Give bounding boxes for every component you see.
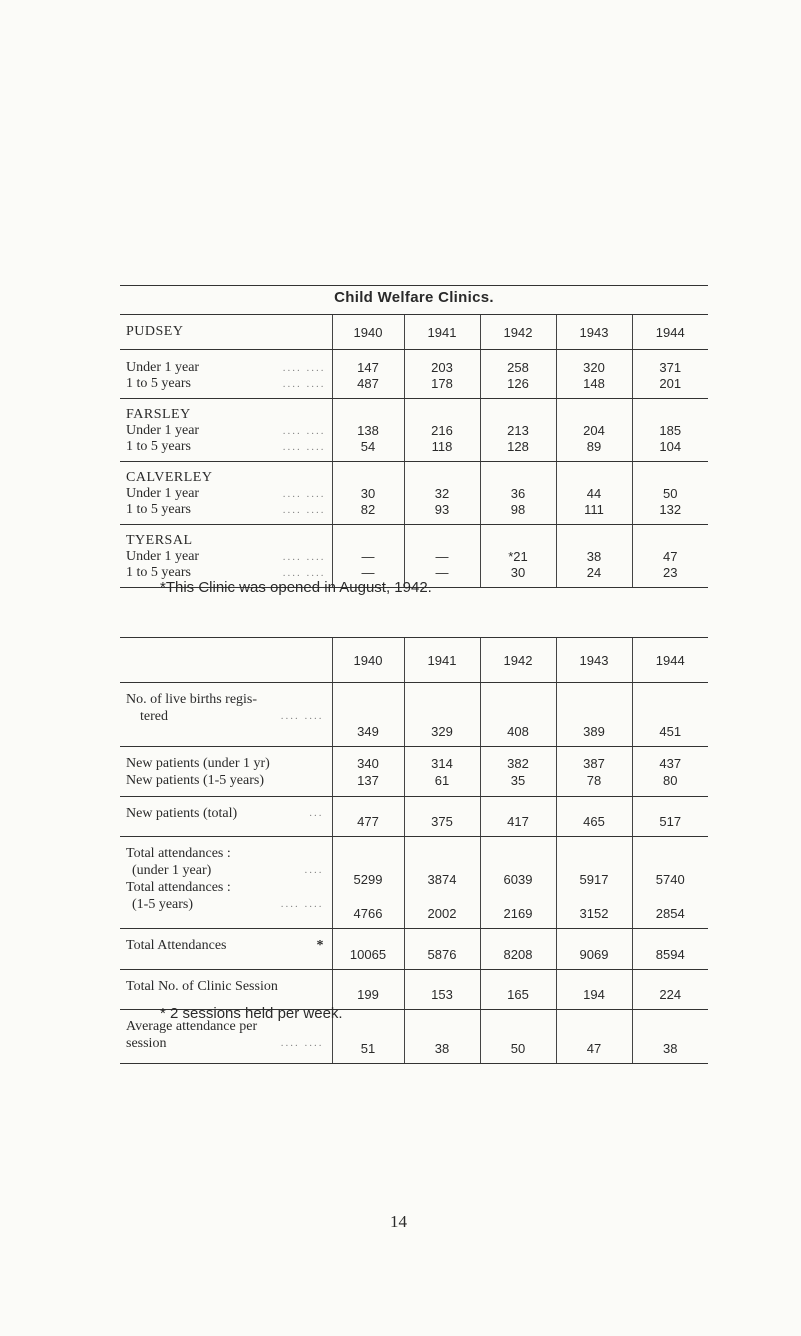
table-row: TYERSAL Under 1 year .... .... 1 to 5 years .... .... — — — — *21 30 38 24 47 23 xyxy=(120,525,708,588)
table-title: Child Welfare Clinics. xyxy=(120,285,708,314)
row-label: (under 1 year) xyxy=(132,863,212,878)
year-header: 1940 xyxy=(332,315,404,350)
cell-value: 50 xyxy=(480,1010,556,1064)
clinics-table xyxy=(120,285,708,588)
year-header: 1942 xyxy=(480,315,556,350)
blank-header xyxy=(120,638,332,683)
row-label: New patients (total) xyxy=(126,806,238,821)
year-header: 1942 xyxy=(480,638,556,683)
cell-value: 387 xyxy=(583,756,605,771)
cell-value: 47 xyxy=(663,549,678,564)
cell-value: 213 xyxy=(507,423,529,438)
cell-value: 5876 xyxy=(404,929,480,970)
cell-value: *21 xyxy=(508,549,528,564)
cell-value: — xyxy=(361,549,375,564)
cell-value: 2002 xyxy=(427,906,457,921)
table-row xyxy=(120,747,708,797)
row-label: Total Attendances xyxy=(126,938,227,953)
cell-value: 194 xyxy=(556,970,632,1010)
cell-value: 8208 xyxy=(480,929,556,970)
attendance-table xyxy=(120,637,708,1064)
group-name-header: PUDSEY xyxy=(120,315,332,350)
cell-value: 51 xyxy=(332,1010,404,1064)
table-row: New patients (total) ... 477 375 417 465 517 xyxy=(120,797,708,837)
cell-value: 5917 xyxy=(579,872,609,887)
row-label: Under 1 year xyxy=(126,423,200,438)
cell-value: 138 xyxy=(357,423,379,438)
cell-value: 371 xyxy=(659,360,682,375)
table-row: Total attendances : (under 1 year) .... Total attendances : (1-5 years) .... .... 5299 4766 3874 2002 6039 2169 5917 3152 5740 2854 xyxy=(120,837,708,929)
cell-value: 98 xyxy=(510,502,526,517)
table-row: Average attendance per session .... .... 51 38 50 47 38 xyxy=(120,1010,708,1064)
cell-value: 30 xyxy=(510,565,526,580)
cell-value: 32 xyxy=(434,486,450,501)
page-number: 14 xyxy=(390,1212,407,1231)
cell-value: 10065 xyxy=(332,929,404,970)
row-label: New patients (under 1 yr) xyxy=(126,756,270,771)
cell-value: 201 xyxy=(659,376,682,391)
cell-value: 38 xyxy=(404,1010,480,1064)
cell-value: 23 xyxy=(663,565,678,580)
cell-value: 111 xyxy=(584,502,604,517)
cell-value: 437 xyxy=(659,756,682,771)
cell-value: 178 xyxy=(431,376,453,391)
cell-value: 4766 xyxy=(353,906,383,921)
cell-value: 2169 xyxy=(503,906,533,921)
cell-value: 3152 xyxy=(579,906,609,921)
cell-value: 44 xyxy=(586,486,602,501)
cell-value: 93 xyxy=(434,502,450,517)
row-label: tered xyxy=(140,709,168,724)
cell-value: 451 xyxy=(632,683,708,747)
cell-value: 54 xyxy=(360,439,376,454)
row-label: New patients (1-5 years) xyxy=(126,773,265,788)
cell-value: 314 xyxy=(431,756,453,771)
cell-value: 9069 xyxy=(556,929,632,970)
cell-value: 30 xyxy=(360,486,376,501)
table-row: No. of live births regis- tered .... .... 349 329 408 389 451 xyxy=(120,683,708,747)
cell-value: 132 xyxy=(659,502,682,517)
row-label: Under 1 year xyxy=(126,549,200,564)
cell-value: 165 xyxy=(480,970,556,1010)
cell-value: 118 xyxy=(431,439,453,454)
cell-value: — xyxy=(361,565,375,580)
cell-value: 82 xyxy=(360,502,376,517)
group-name: FARSLEY xyxy=(126,407,191,422)
group-name: CALVERLEY xyxy=(126,470,213,485)
cell-value: 35 xyxy=(510,773,526,788)
table-row xyxy=(120,970,708,1010)
row-label: 1 to 5 years xyxy=(126,439,191,454)
cell-value: 203 xyxy=(431,360,453,375)
row-label: Under 1 year xyxy=(126,486,200,501)
row-label: 1 to 5 years xyxy=(126,565,191,580)
cell-value: 417 xyxy=(480,797,556,837)
table-row: CALVERLEY Under 1 year .... .... 1 to 5 years .... .... 30 82 32 93 36 98 44 111 50 132 xyxy=(120,462,708,525)
table-row: FARSLEY Under 1 year .... .... 1 to 5 years .... .... 138 54 216 118 213 128 204 89 185 104 xyxy=(120,399,708,462)
cell-value: 408 xyxy=(480,683,556,747)
cell-value: 477 xyxy=(332,797,404,837)
table-footnote: *This Clinic was opened in August, 1942. xyxy=(160,579,432,596)
cell-value: — xyxy=(435,549,449,564)
cell-value: 389 xyxy=(556,683,632,747)
year-header: 1941 xyxy=(404,315,480,350)
cell-value: 517 xyxy=(632,797,708,837)
row-label: Total No. of Clinic Session xyxy=(126,979,278,994)
cell-value: 47 xyxy=(556,1010,632,1064)
cell-value: 89 xyxy=(586,439,602,454)
cell-value: 50 xyxy=(663,486,678,501)
cell-value: 382 xyxy=(507,756,529,771)
year-header: 1940 xyxy=(332,638,404,683)
cell-value: 6039 xyxy=(503,872,533,887)
year-header: 1944 xyxy=(632,315,708,350)
cell-value: 147 xyxy=(357,360,379,375)
row-label: No. of live births regis- xyxy=(126,692,258,707)
cell-value: 38 xyxy=(586,549,602,564)
cell-value: 224 xyxy=(632,970,708,1010)
row-label: (1-5 years) xyxy=(132,897,194,912)
cell-value: 204 xyxy=(583,423,605,438)
cell-value: 465 xyxy=(556,797,632,837)
group-name: TYERSAL xyxy=(126,533,193,548)
row-label: Total attendances : xyxy=(126,880,231,895)
row-label: 1 to 5 years xyxy=(126,502,191,517)
cell-value: 5299 xyxy=(353,872,383,887)
cell-value: 153 xyxy=(404,970,480,1010)
cell-value: 80 xyxy=(663,773,678,788)
cell-value: 38 xyxy=(632,1010,708,1064)
row-label: Total attendances : xyxy=(126,846,231,861)
cell-value: 375 xyxy=(404,797,480,837)
cell-value: 5740 xyxy=(655,872,685,887)
cell-value: 126 xyxy=(507,376,529,391)
cell-value: 24 xyxy=(586,565,602,580)
table-row: Under 1 year .... .... 1 to 5 years .... .... 147 487 203 178 258 126 320 148 371 201 xyxy=(120,350,708,399)
cell-value: 258 xyxy=(507,360,529,375)
cell-value: 340 xyxy=(357,756,379,771)
year-header: 1941 xyxy=(404,638,480,683)
cell-value: 61 xyxy=(434,773,450,788)
cell-value: 8594 xyxy=(632,929,708,970)
cell-value: 78 xyxy=(586,773,602,788)
row-marker: * xyxy=(316,938,324,953)
year-header: 1943 xyxy=(556,315,632,350)
cell-value: 128 xyxy=(507,439,529,454)
row-label: Average attendance per xyxy=(126,1019,258,1034)
cell-value: 2854 xyxy=(655,906,685,921)
table-footnote: * 2 sessions held per week. xyxy=(160,1005,343,1022)
cell-value: 320 xyxy=(583,360,605,375)
cell-value: 349 xyxy=(332,683,404,747)
cell-value: 487 xyxy=(357,376,379,391)
cell-value: 148 xyxy=(583,376,605,391)
table-row xyxy=(120,929,708,970)
cell-value: 199 xyxy=(332,970,404,1010)
year-header: 1943 xyxy=(556,638,632,683)
row-label: session xyxy=(126,1036,167,1051)
cell-value: 329 xyxy=(404,683,480,747)
cell-value: 36 xyxy=(510,486,526,501)
cell-value: 185 xyxy=(659,423,682,438)
row-label: Under 1 year xyxy=(126,360,200,375)
year-header: 1944 xyxy=(632,638,708,683)
cell-value: 3874 xyxy=(427,872,457,887)
row-label: 1 to 5 years xyxy=(126,376,191,391)
cell-value: 137 xyxy=(357,773,379,788)
cell-value: 216 xyxy=(431,423,453,438)
cell-value: 104 xyxy=(659,439,682,454)
cell-value: — xyxy=(435,565,449,580)
